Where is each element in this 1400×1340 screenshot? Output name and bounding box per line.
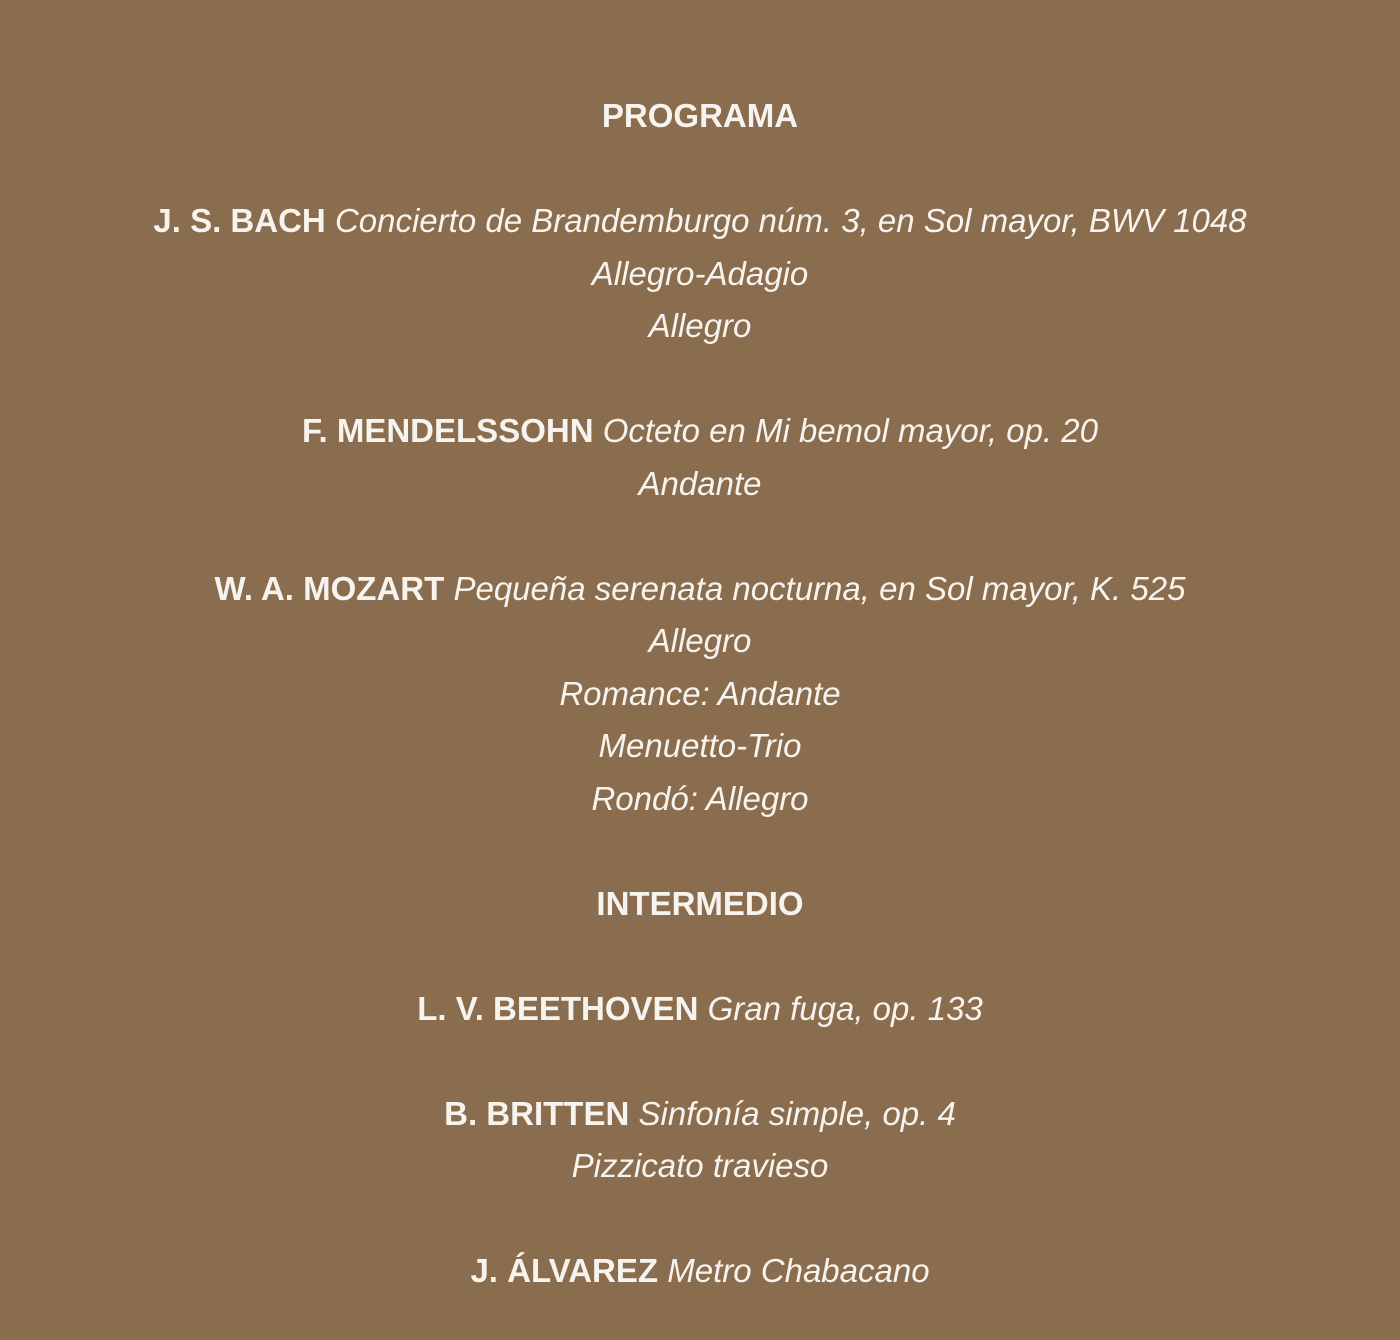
composer-name: B. BRITTEN [444,1095,630,1132]
composer-name: F. MENDELSSOHN [302,412,594,449]
movement: Menuetto-Trio [598,727,802,764]
composer-name: W. A. MOZART [214,570,445,607]
piece-mozart [0,569,1400,609]
work-title: Pequeña serenata nocturna, en Sol mayor, K. 525 [453,570,1186,607]
movement: Romance: Andante [559,675,841,712]
composer-name: J. S. BACH [153,202,326,239]
movement: Andante [638,465,762,502]
composer-name: L. V. BEETHOVEN [417,990,699,1027]
work-title: Gran fuga, op. 133 [707,990,983,1027]
work-title: Concierto de Brandemburgo núm. 3, en Sol mayor, BWV 1048 [334,202,1247,239]
piece-beethoven [0,989,1400,1029]
program-title: PROGRAMA [601,97,799,134]
composer-name: J. ÁLVAREZ [470,1252,659,1289]
intermission-heading: INTERMEDIO [596,885,804,922]
movement: Allegro [648,622,752,659]
work-title: Metro Chabacano [667,1252,930,1289]
work-title: Octeto en Mi bemol mayor, op. 20 [602,412,1098,449]
movement: Allegro-Adagio [591,255,809,292]
piece-britten [0,1094,1400,1134]
movement: Pizzicato travieso [571,1147,829,1184]
work-title: Sinfonía simple, op. 4 [638,1095,956,1132]
movement: Rondó: Allegro [591,780,809,817]
piece-mendelssohn [0,411,1400,451]
piece-bach [0,201,1400,241]
movement: Allegro [648,307,752,344]
piece-alvarez [0,1251,1400,1291]
